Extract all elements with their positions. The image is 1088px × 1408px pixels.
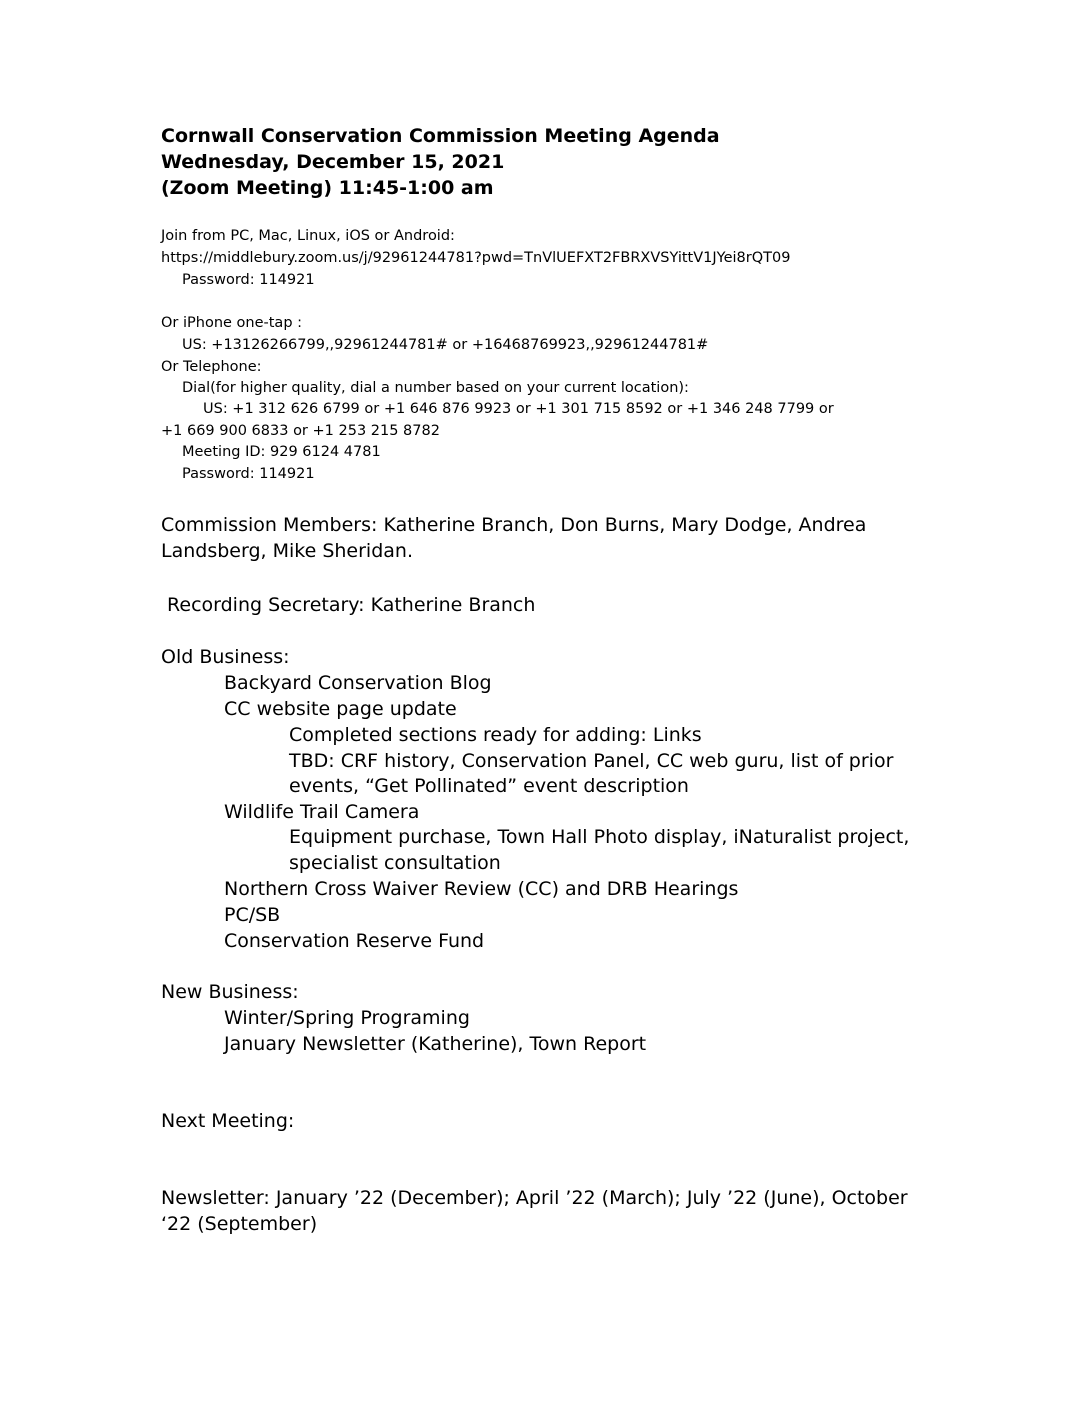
phone-password: Password: 114921 <box>182 466 315 482</box>
iphone-label: Or iPhone one-tap : <box>161 315 303 331</box>
old-business-subitem: Completed sections ready for adding: Links <box>289 724 702 746</box>
title-line-1: Cornwall Conservation Commission Meeting Agenda <box>161 125 720 147</box>
old-business-subitem: events, “Get Pollinated” event description <box>289 775 689 797</box>
new-business-heading: New Business: <box>161 981 299 1003</box>
old-business-subitem: Equipment purchase, Town Hall Photo display, iNaturalist project, <box>289 826 910 848</box>
old-business-subitem: TBD: CRF history, Conservation Panel, CC web guru, list of prior <box>289 750 894 772</box>
telephone-label: Or Telephone: <box>161 359 262 375</box>
old-business-subitem: specialist consultation <box>289 852 501 874</box>
new-business-item: January Newsletter (Katherine), Town Report <box>224 1033 647 1055</box>
new-business-item: Winter/Spring Programing <box>224 1007 470 1029</box>
join-password: Password: 114921 <box>182 272 315 288</box>
members-line-2: Landsberg, Mike Sheridan. <box>161 540 413 562</box>
title-line-2: Wednesday, December 15, 2021 <box>161 151 505 173</box>
old-business-heading: Old Business: <box>161 646 290 668</box>
next-meeting-label: Next Meeting: <box>161 1110 295 1132</box>
old-business-item: Wildlife Trail Camera <box>224 801 420 823</box>
dial-label: Dial(for higher quality, dial a number based on your current location): <box>182 380 689 396</box>
old-business-item: Conservation Reserve Fund <box>224 930 485 952</box>
newsletter-line-1: Newsletter: January ’22 (December); April ’22 (March); July ’22 (June), October <box>161 1187 908 1209</box>
members-line-1: Commission Members: Katherine Branch, Don Burns, Mary Dodge, Andrea <box>161 514 867 536</box>
old-business-item: Backyard Conservation Blog <box>224 672 492 694</box>
meeting-id: Meeting ID: 929 6124 4781 <box>182 444 381 460</box>
iphone-numbers: US: +13126266799,,92961244781# or +16468769923,,92961244781# <box>182 337 709 353</box>
dial-numbers-line-1: US: +1 312 626 6799 or +1 646 876 9923 or +1 301 715 8592 or +1 346 248 7799 or <box>203 401 834 417</box>
title-line-3: (Zoom Meeting) 11:45-1:00 am <box>161 177 494 199</box>
old-business-item: Northern Cross Waiver Review (CC) and DRB Hearings <box>224 878 739 900</box>
old-business-item: PC/SB <box>224 904 281 926</box>
join-url: https://middlebury.zoom.us/j/92961244781?pwd=TnVlUEFXT2FBRXVSYittV1JYei8rQT09 <box>161 250 791 266</box>
newsletter-line-2: ‘22 (September) <box>161 1213 318 1235</box>
recording-secretary: Recording Secretary: Katherine Branch <box>161 594 536 616</box>
join-label: Join from PC, Mac, Linux, iOS or Android: <box>161 228 455 244</box>
old-business-item: CC website page update <box>224 698 457 720</box>
dial-numbers-line-2: +1 669 900 6833 or +1 253 215 8782 <box>161 423 440 439</box>
